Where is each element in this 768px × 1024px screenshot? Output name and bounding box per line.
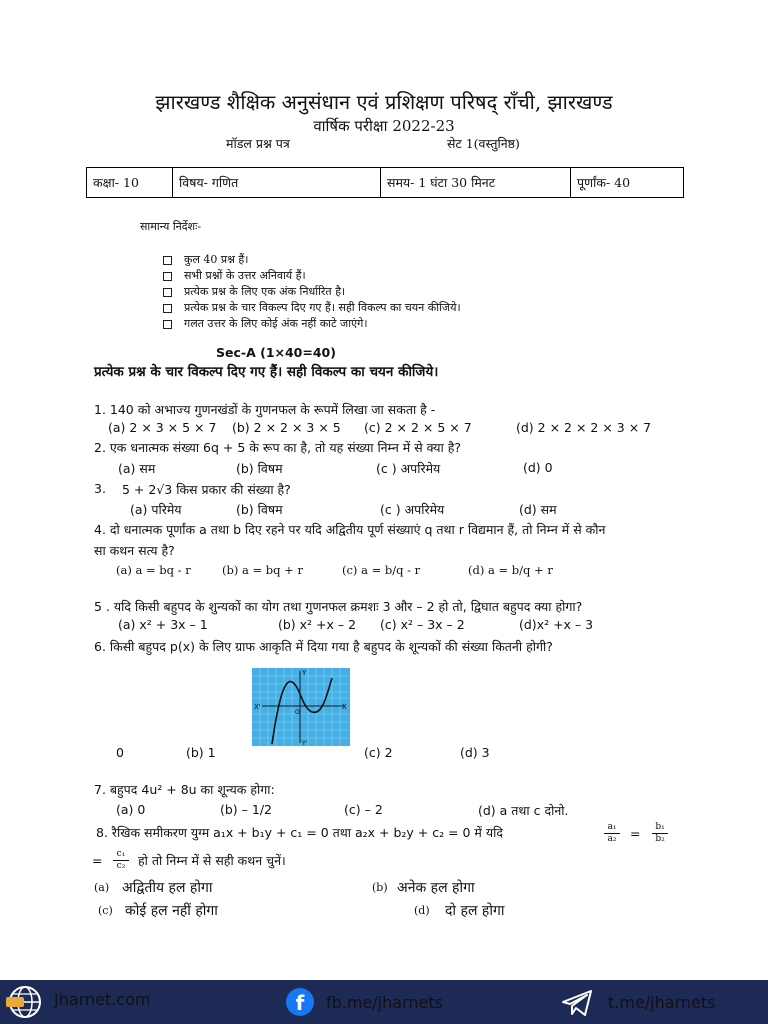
q8-option-a: अद्वितीय हल होगा	[122, 880, 213, 896]
q3-option-c: (c ) अपरिमेय	[380, 502, 445, 517]
q4-option-d: (d) a = b/q + r	[468, 563, 553, 577]
graph-y-axis-label-bottom: Y'	[302, 740, 308, 746]
checkbox-icon	[163, 320, 172, 329]
instruction-item: कुल 40 प्रश्न हैं।	[163, 252, 248, 267]
facebook-icon[interactable]: f	[286, 988, 314, 1016]
document-title: झारखण्ड शैक्षिक अनुसंधान एवं प्रशिक्षण परिषद् राँची, झारखण्ड	[155, 90, 613, 114]
q2-option-c: (c ) अपरिमेय	[376, 461, 441, 476]
instruction-item: प्रत्येक प्रश्न के चार विकल्प दिए गए हैं। सही विकल्प का चयन कीजिये।	[163, 300, 461, 315]
set-label: सेट 1(वस्तुनिष्ठ)	[447, 136, 520, 151]
question-8-line2: हो तो निम्न में से सही कथन चुनें।	[138, 853, 286, 868]
graph-y-axis-label: Y	[302, 669, 307, 677]
checkbox-icon	[163, 272, 172, 281]
question-4-line2: सा कथन सत्य है?	[94, 543, 175, 558]
info-table	[86, 167, 684, 198]
website-link[interactable]: Jharnet.com	[54, 990, 151, 1009]
class-cell: कक्षा- 10	[87, 168, 173, 198]
q4-option-c: (c) a = b/q - r	[342, 563, 421, 577]
graph-x-axis-label-left: X'	[254, 703, 261, 711]
q1-option-b: (b) 2 × 2 × 3 × 5	[232, 420, 341, 435]
q1-option-d: (d) 2 × 2 × 2 × 3 × 7	[516, 420, 652, 435]
q8-option-b: अनेक हल होगा	[397, 880, 475, 896]
q3-option-d: (d) सम	[519, 502, 557, 517]
q1-option-c: (c) 2 × 2 × 5 × 7	[364, 420, 472, 435]
q3-option-a: (a) परिमेय	[130, 502, 182, 517]
graph-origin-label: O	[295, 709, 300, 716]
question-6: 6. किसी बहुपद p(x) के लिए ग्राफ आकृति में दिया गया है बहुपद के शून्यकों की संख्या कितनी होगी?	[94, 639, 553, 654]
q2-option-b: (b) विषम	[236, 461, 283, 476]
checkbox-icon	[163, 288, 172, 297]
q8-option-c: कोई हल नहीं होगा	[125, 903, 218, 919]
exam-title: वार्षिक परीक्षा 2022-23	[313, 117, 455, 135]
q7-option-c: (c) – 2	[344, 802, 383, 817]
question-1: 1. 140 को अभाज्य गुणनखंडों के गुणनफल के रूपमें लिखा जा सकता है -	[94, 402, 436, 417]
fraction-a1-a2: a₁ a₂	[604, 822, 620, 845]
fraction-b1-b2: b₁ b₂	[652, 822, 668, 845]
equals-sign-2: =	[92, 853, 103, 868]
question-3: 5 + 2√3 किस प्रकार की संख्या है?	[122, 482, 291, 497]
telegram-icon[interactable]	[560, 988, 594, 1018]
q6-option-c: (c) 2	[364, 745, 393, 760]
question-5: 5 . यदि किसी बहुपद के शुन्यकों का योग तथा गुणनफल क्रमशः 3 और – 2 हो तो, द्विघात बहुपद क्या होगा?	[94, 599, 583, 614]
instruction-item: प्रत्येक प्रश्न के लिए एक अंक निर्धारित है।	[163, 284, 345, 299]
instruction-item: गलत उत्तर के लिए कोई अंक नहीं काटे जाएंगे।	[163, 316, 368, 331]
q6-option-a: 0	[116, 745, 124, 760]
section-title: Sec-A (1×40=40)	[216, 345, 336, 360]
facebook-link[interactable]: fb.me/jharnets	[326, 993, 443, 1012]
q6-option-b: (b) 1	[186, 745, 216, 760]
q7-option-a: (a) 0	[116, 802, 146, 817]
q8-option-a-label: (a)	[94, 881, 110, 894]
globe-icon	[6, 984, 44, 1020]
graph-x-axis-label: X	[342, 703, 347, 711]
question-8-line1: 8. रैखिक समीकरण युग्म a₁x + b₁y + c₁ = 0 तथा a₂x + b₂y + c₂ = 0 में यदि	[96, 825, 504, 840]
fraction-c1-c2: c₁ c₂	[113, 849, 129, 872]
q3-option-b: (b) विषम	[236, 502, 283, 517]
q8-option-b-label: (b)	[372, 881, 388, 894]
question-3-number: 3.	[94, 481, 106, 496]
q7-option-d: (d) a तथा c दोनो.	[478, 803, 569, 818]
question-2: 2. एक धनात्मक संख्या 6q + 5 के रूप का है, तो यह संख्या निम्न में से क्या है?	[94, 440, 462, 455]
subject-cell: विषय- गणित	[173, 168, 381, 198]
section-instruction: प्रत्येक प्रश्न के चार विकल्प दिए गए हैं। सही विकल्प का चयन कीजिये।	[94, 364, 439, 380]
checkbox-icon	[163, 304, 172, 313]
question-4-line1: 4. दो धनात्मक पूर्णांक a तथा b दिए रहने पर यदि अद्वितीय पूर्ण संख्याएं q तथा r विद्यमान हैं, तो निम्न में से कौन	[94, 522, 606, 537]
q2-option-a: (a) सम	[118, 461, 156, 476]
instructions-heading: सामान्य निर्देशः-	[140, 220, 202, 233]
q5-option-c: (c) x² – 3x – 2	[380, 617, 465, 632]
q5-option-b: (b) x² +x – 2	[278, 617, 357, 632]
q8-option-d-label: (d)	[414, 904, 430, 917]
q8-option-d: दो हल होगा	[445, 903, 505, 919]
paper-type: मॉडल प्रश्न पत्र	[226, 136, 290, 151]
q1-option-a: (a) 2 × 3 × 5 × 7	[108, 420, 217, 435]
equals-sign: =	[630, 826, 641, 841]
q4-option-b: (b) a = bq + r	[222, 563, 303, 577]
q7-option-b: (b) – 1/2	[220, 802, 273, 817]
time-cell: समय- 1 घंटा 30 मिनट	[381, 168, 571, 198]
checkbox-icon	[163, 256, 172, 265]
q5-option-a: (a) x² + 3x – 1	[118, 617, 208, 632]
instruction-item: सभी प्रश्नों के उत्तर अनिवार्य हैं।	[163, 268, 306, 283]
q5-option-d: (d)x² +x – 3	[519, 617, 594, 632]
q4-option-a: (a) a = bq - r	[116, 563, 191, 577]
marks-cell: पूर्णांक- 40	[571, 168, 684, 198]
telegram-link[interactable]: t.me/jharnets	[608, 993, 716, 1012]
q2-option-d: (d) 0	[523, 460, 553, 475]
q8-option-c-label: (c)	[98, 904, 113, 917]
q6-option-d: (d) 3	[460, 745, 490, 760]
question-7: 7. बहुपद 4u² + 8u का शून्यक होगा:	[94, 782, 275, 797]
polynomial-graph	[252, 668, 350, 746]
